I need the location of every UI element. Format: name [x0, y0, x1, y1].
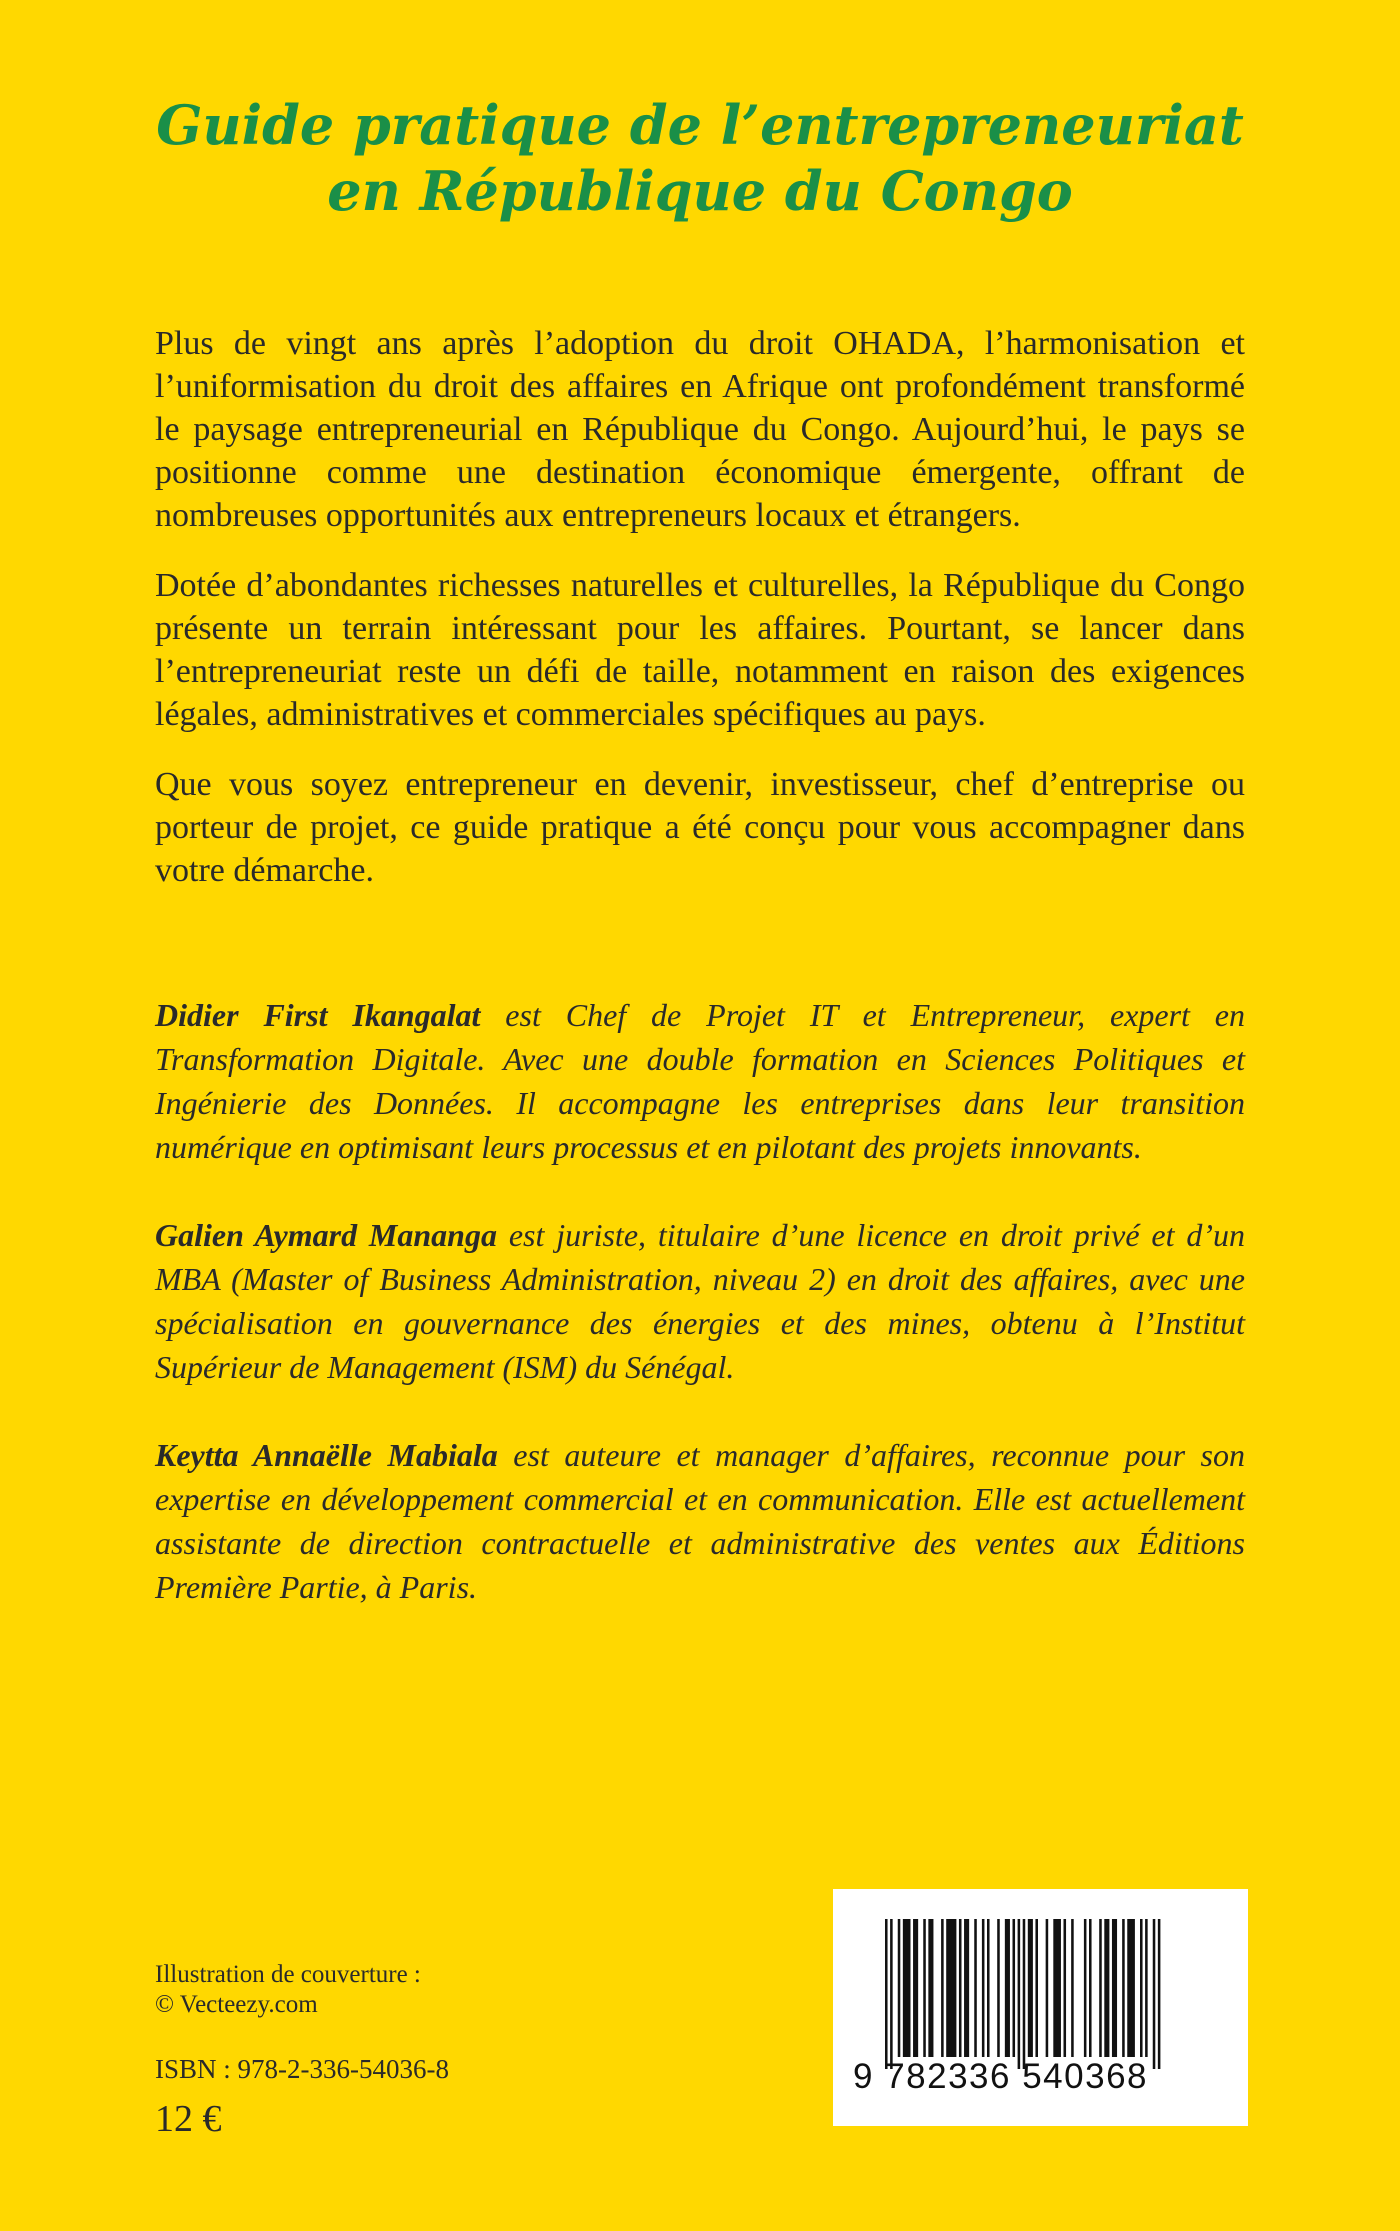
barcode-bar [1112, 1919, 1117, 2057]
barcode-bar [1099, 1919, 1102, 2057]
barcode-bar [1005, 1919, 1010, 2057]
author-bio-text-2: est juriste, titulaire d’une licence en droit privé et d’un MBA (Master of Business Administration, niveau 2) en droit des affaires, avec une spécialisation en gouvernance des énergies et des mines, obtenu à l’Institut Supérieur de Management (ISM) du Sénégal. [155, 1217, 1246, 1385]
illustration-label: Illustration de couverture : [155, 1961, 421, 1988]
barcode-bar [959, 1919, 962, 2057]
barcode-bar [890, 1919, 893, 2069]
barcode-bar [974, 1919, 977, 2057]
isbn-text: ISBN : 978-2-336-54036-8 [155, 2054, 449, 2084]
barcode-bar [913, 1919, 918, 2057]
summary-paragraph-3: Que vous soyez entrepreneur en devenir, investisseur, chef d’entreprise ou porteur de projet, ce guide pratique a été conçu pour vous accompagner dans votre démarche. [155, 766, 1245, 889]
barcode-bar [1153, 1919, 1156, 2069]
barcode-bar [1028, 1919, 1033, 2057]
barcode [833, 1889, 1248, 2126]
title-line-2: en République du Congo [327, 159, 1073, 223]
author-bio-2 [155, 1213, 1245, 1389]
summary-paragraph-1: Plus de vingt ans après l’adoption du droit OHADA, l’harmonisation et l’uniformisation du droit des affaires en Afrique ont profondément transformé le paysage entrepreneurial en République du Congo. Aujourd’hui, le pays se positionne comme une destination économique émergente, offrant de nombreuses opportunités aux entrepreneurs locaux et étrangers. [155, 325, 1245, 534]
barcode-bar [885, 1919, 888, 2069]
illustration-source: © Vecteezy.com [155, 1991, 318, 2018]
book-title [0, 92, 1400, 224]
barcode-bar [1046, 1919, 1049, 2057]
barcode-bar [987, 1919, 990, 2057]
barcode-bar [1018, 1919, 1021, 2069]
barcode-digits: 9 782336 540368 [853, 2057, 1148, 2096]
barcode-bar [1104, 1919, 1109, 2057]
barcode-bar [982, 1919, 985, 2057]
barcode-bar [1122, 1919, 1125, 2057]
barcode-bar [1064, 1919, 1067, 2057]
book-summary [155, 322, 1245, 919]
author-bio-text-3: est auteure et manager d’affaires, reconnue pour son expertise en développement commercial et en communication. Elle est actuellement assistante de direction contractuelle et administrative des ventes aux Éditions Première Partie, à Paris. [155, 1437, 1246, 1605]
barcode-bar [1127, 1919, 1135, 2057]
illustration-credit [155, 1960, 421, 2020]
barcode-bar [946, 1919, 956, 2057]
barcode-bar [1158, 1919, 1161, 2069]
barcode-bar [1140, 1919, 1143, 2057]
barcode-bar [923, 1919, 926, 2057]
barcode-bar [1023, 1919, 1026, 2069]
barcode-bar [941, 1919, 944, 2057]
barcode-bar [1071, 1919, 1074, 2057]
barcode-bar [1145, 1919, 1148, 2057]
barcode-bar [997, 1919, 1000, 2057]
barcode-bar [1084, 1919, 1087, 2057]
barcode-bar [903, 1919, 911, 2057]
title-line-1: Guide pratique de l’entrepreneuriat [156, 93, 1244, 157]
author-bio-text-1: est Chef de Projet IT et Entrepreneur, expert en Transformation Digitale. Avec une double formation en Sciences Politiques et Ingénierie des Données. Il accompagne les entreprises dans leur transition numérique en optimisant leurs processus et en pilotant des projets innovants. [155, 997, 1245, 1165]
barcode-bar [928, 1919, 933, 2057]
author-bio-3 [155, 1433, 1245, 1609]
barcode-bar [1013, 1919, 1016, 2057]
price-text: 12 € [155, 2098, 222, 2140]
author-bio-1 [155, 993, 1245, 1169]
barcode-bar [1035, 1919, 1038, 2057]
author-name-2: Galien Aymard Mananga [155, 1217, 497, 1253]
barcode-bar [1053, 1919, 1061, 2057]
author-name-1: Didier First Ikangalat [155, 997, 481, 1033]
summary-paragraph-2: Dotée d’abondantes richesses naturelles et culturelles, la République du Congo présente un terrain intéressant pour les affaires. Pourtant, se lancer dans l’entrepreneuriat reste un défi de taille, notamment en raison des exigences légales, administratives et commerciales spécifiques au pays. [155, 567, 1245, 733]
author-bios [155, 993, 1245, 1653]
barcode-bar [1089, 1919, 1092, 2057]
barcode-bar [964, 1919, 969, 2057]
author-name-3: Keytta Annaëlle Mabiala [155, 1437, 498, 1473]
barcode-bar [898, 1919, 901, 2057]
